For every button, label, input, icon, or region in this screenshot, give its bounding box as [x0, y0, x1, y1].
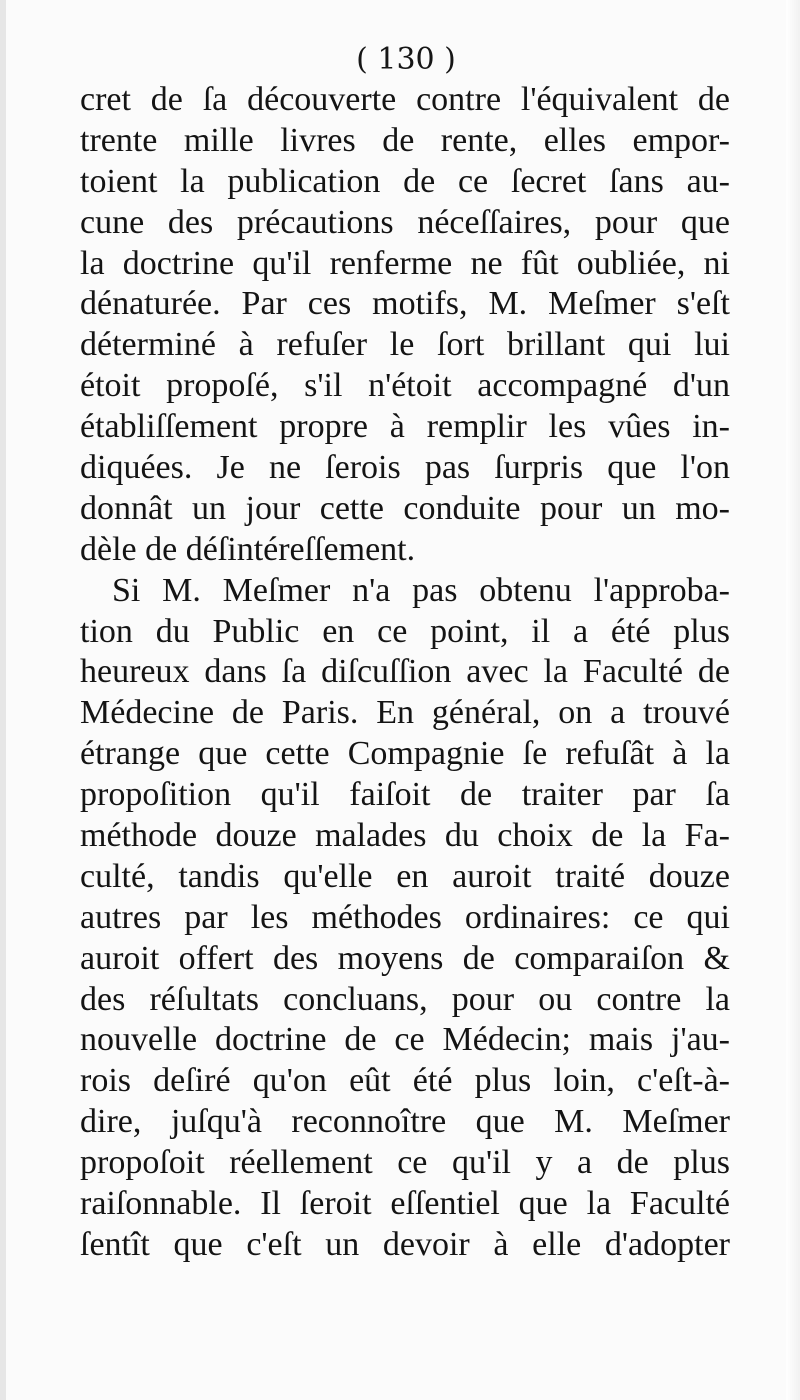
text-line: ſentît que c'eſt un devoir à elle d'adopter [80, 1225, 730, 1263]
text-line: méthode douze malades du choix de la Fa- [80, 817, 730, 855]
text-line: dèle de déſintéreſſement. [80, 530, 416, 568]
text-line: autres par les méthodes ordinaires: ce qui [80, 898, 730, 936]
text-line: cret de ſa découverte contre l'équivalent de [80, 81, 730, 118]
text-line: des réſultats concluans, pour ou contre la [80, 980, 730, 1018]
text-line: Médecine de Paris. En général, on a trouvé [80, 694, 730, 732]
text-line: propoſoit réellement ce qu'il y a de plus [80, 1144, 730, 1182]
text-line: tion du Public en ce point, il a été plus [80, 612, 730, 650]
text-line: établiſſement propre à remplir les vûes in- [80, 408, 730, 446]
text-line: nouvelle doctrine de ce Médecin; mais j'au- [80, 1021, 730, 1059]
text-line: heureux dans ſa diſcuſſion avec la Faculté de [80, 653, 730, 691]
text-line: étoit propoſé, s'il n'étoit accompagné d'un [80, 367, 730, 405]
text-line: culté, tandis qu'elle en auroit traité douze [80, 857, 730, 895]
text-line: auroit offert des moyens de comparaiſon & [80, 939, 730, 977]
text-line: rois deſiré qu'on eût été plus loin, c'eſt-à- [80, 1062, 730, 1100]
text-line: trente mille livres de rente, elles empor- [80, 121, 730, 159]
text-line: dénaturée. Par ces motifs, M. Meſmer s'eſt [80, 285, 730, 323]
page-edge-shadow [786, 0, 800, 1400]
text-line: raiſonnable. Il ſeroit eſſentiel que la Faculté [80, 1185, 730, 1223]
text-line: donnât un jour cette conduite pour un mo- [80, 489, 730, 527]
text-line: diquées. Je ne ſerois pas ſurpris que l'on [80, 449, 730, 487]
text-line: la doctrine qu'il renferme ne fût oubliée, ni [80, 244, 730, 282]
text-line: toient la publication de ce ſecret ſans au- [80, 162, 730, 200]
text-line: dire, juſqu'à reconnoître que M. Meſmer [80, 1103, 730, 1141]
page-number: ( 130 ) [356, 42, 456, 77]
text-line: Si M. Meſmer n'a pas obtenu l'approba- [112, 571, 730, 609]
text-line: étrange que cette Compagnie ſe refuſât à la [80, 735, 730, 773]
text-line: propoſition qu'il faiſoit de traiter par ſa [80, 776, 730, 814]
body-text [80, 80, 730, 1266]
text-line: déterminé à refuſer le ſort brillant qui lui [80, 326, 730, 364]
text-line: cune des précautions néceſſaires, pour que [80, 203, 730, 241]
